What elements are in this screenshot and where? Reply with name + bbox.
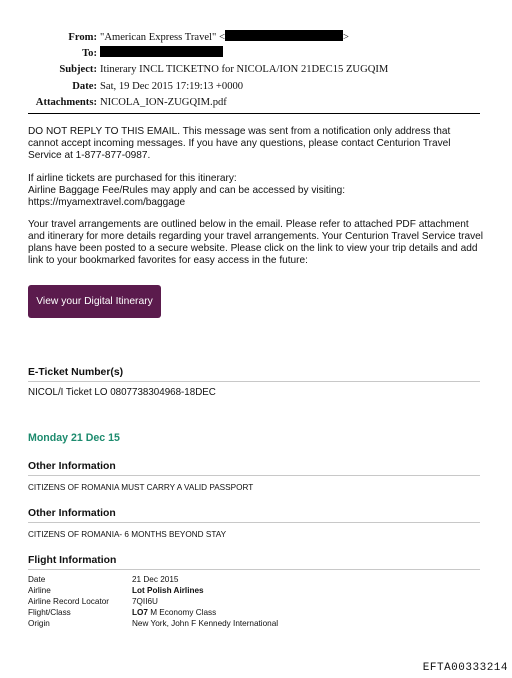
subject-row [0,62,512,78]
other-info-section-2 [28,507,480,539]
eticket-number: NICOL/I Ticket LO 0807738304968-18DEC [28,387,216,398]
to-label: To: [82,48,97,60]
baggage-notice [28,173,488,209]
other-info-title: Other Information [28,460,480,476]
to-address-redacted [100,46,223,57]
origin-value: New York, John F Kennedy International [132,619,279,628]
table-row [28,585,278,596]
to-row [0,46,512,62]
arrangements-notice [28,219,488,267]
date-value: Sat, 19 Dec 2015 17:19:13 +0000 [100,80,244,92]
from-close-bracket: > [342,32,349,43]
attachments-label: Attachments: [35,96,97,108]
airline-label: Airline [28,586,51,595]
email-header [0,30,512,111]
other-info-text: CITIZENS OF ROMANIA MUST CARRY A VALID PASSPORT [28,483,254,492]
from-value [100,30,349,46]
to-value [100,46,223,62]
table-row [28,607,278,618]
header-divider [28,113,480,114]
table-row [28,618,278,629]
from-row [0,30,512,46]
document-id: EFTA00333214 [422,662,508,674]
record-locator-label: Airline Record Locator [28,597,110,606]
cabin-class: M Economy Class [147,608,217,617]
email-body [28,126,488,278]
attachment-file[interactable]: NICOLA_ION-ZUGQIM.pdf [100,96,227,108]
date-label: Date: [72,80,97,92]
paragraph-line: If airline tickets are purchased for this itinerary: [28,172,237,184]
flight-date-label: Date [28,575,46,584]
paragraph-line: DO NOT REPLY TO THIS EMAIL. This message was sent from a notification only address that [28,126,451,137]
from-address-redacted [225,30,343,41]
subject-label: Subject: [59,64,97,76]
paragraph-line: Your travel arrangements are outlined below in the email. Please refer to attached PDF attachment [28,219,469,230]
flight-info-section [28,554,480,570]
origin-label: Origin [28,619,50,628]
from-label: From: [68,32,97,43]
no-reply-notice [28,126,488,162]
date-row [0,79,512,95]
airline-value: Lot Polish Airlines [132,586,204,595]
paragraph-line: Airline Baggage Fee/Rules may apply and can be accessed by visiting: [28,184,346,196]
table-row [28,596,278,607]
flight-date-value: 21 Dec 2015 [132,575,179,584]
other-info-text: CITIZENS OF ROMANIA- 6 MONTHS BEYOND STAY [28,530,227,539]
baggage-link[interactable]: https://myamextravel.com/baggage [28,196,186,208]
subject-value: Itinerary INCL TICKETNO for NICOLA/ION 21DEC15 ZUGQIM [100,64,389,76]
flight-class-label: Flight/Class [28,608,71,617]
flight-info-title: Flight Information [28,554,480,570]
day-heading: Monday 21 Dec 15 [28,432,120,444]
paragraph-line: link to your bookmarked favorites for easy access in the future: [28,255,308,266]
flight-number: LO7 [132,608,148,617]
flight-class-value [132,607,278,618]
from-sender-name: "American Express Travel" < [100,32,225,43]
other-info-section-1 [28,460,480,492]
eticket-section [28,366,480,398]
other-info-title: Other Information [28,507,480,523]
view-digital-itinerary-button[interactable]: View your Digital Itinerary [28,285,161,318]
paragraph-line: Service at 1-877-877-0987. [28,150,151,161]
paragraph-line: plans have been posted to a secure website. Please click on the link to view your trip details and add [28,243,478,254]
flight-info-table [28,574,278,629]
eticket-title: E-Ticket Number(s) [28,366,480,382]
attachments-row [0,95,512,111]
record-locator-value: 7QII6U [132,597,158,606]
paragraph-line: and itinerary for more details regarding your travel arrangements. Your Centurion Travel Service travel [28,231,484,242]
table-row [28,574,278,585]
paragraph-line: cannot accept incoming messages. If you have any questions, please contact Centurion Travel [28,138,451,149]
